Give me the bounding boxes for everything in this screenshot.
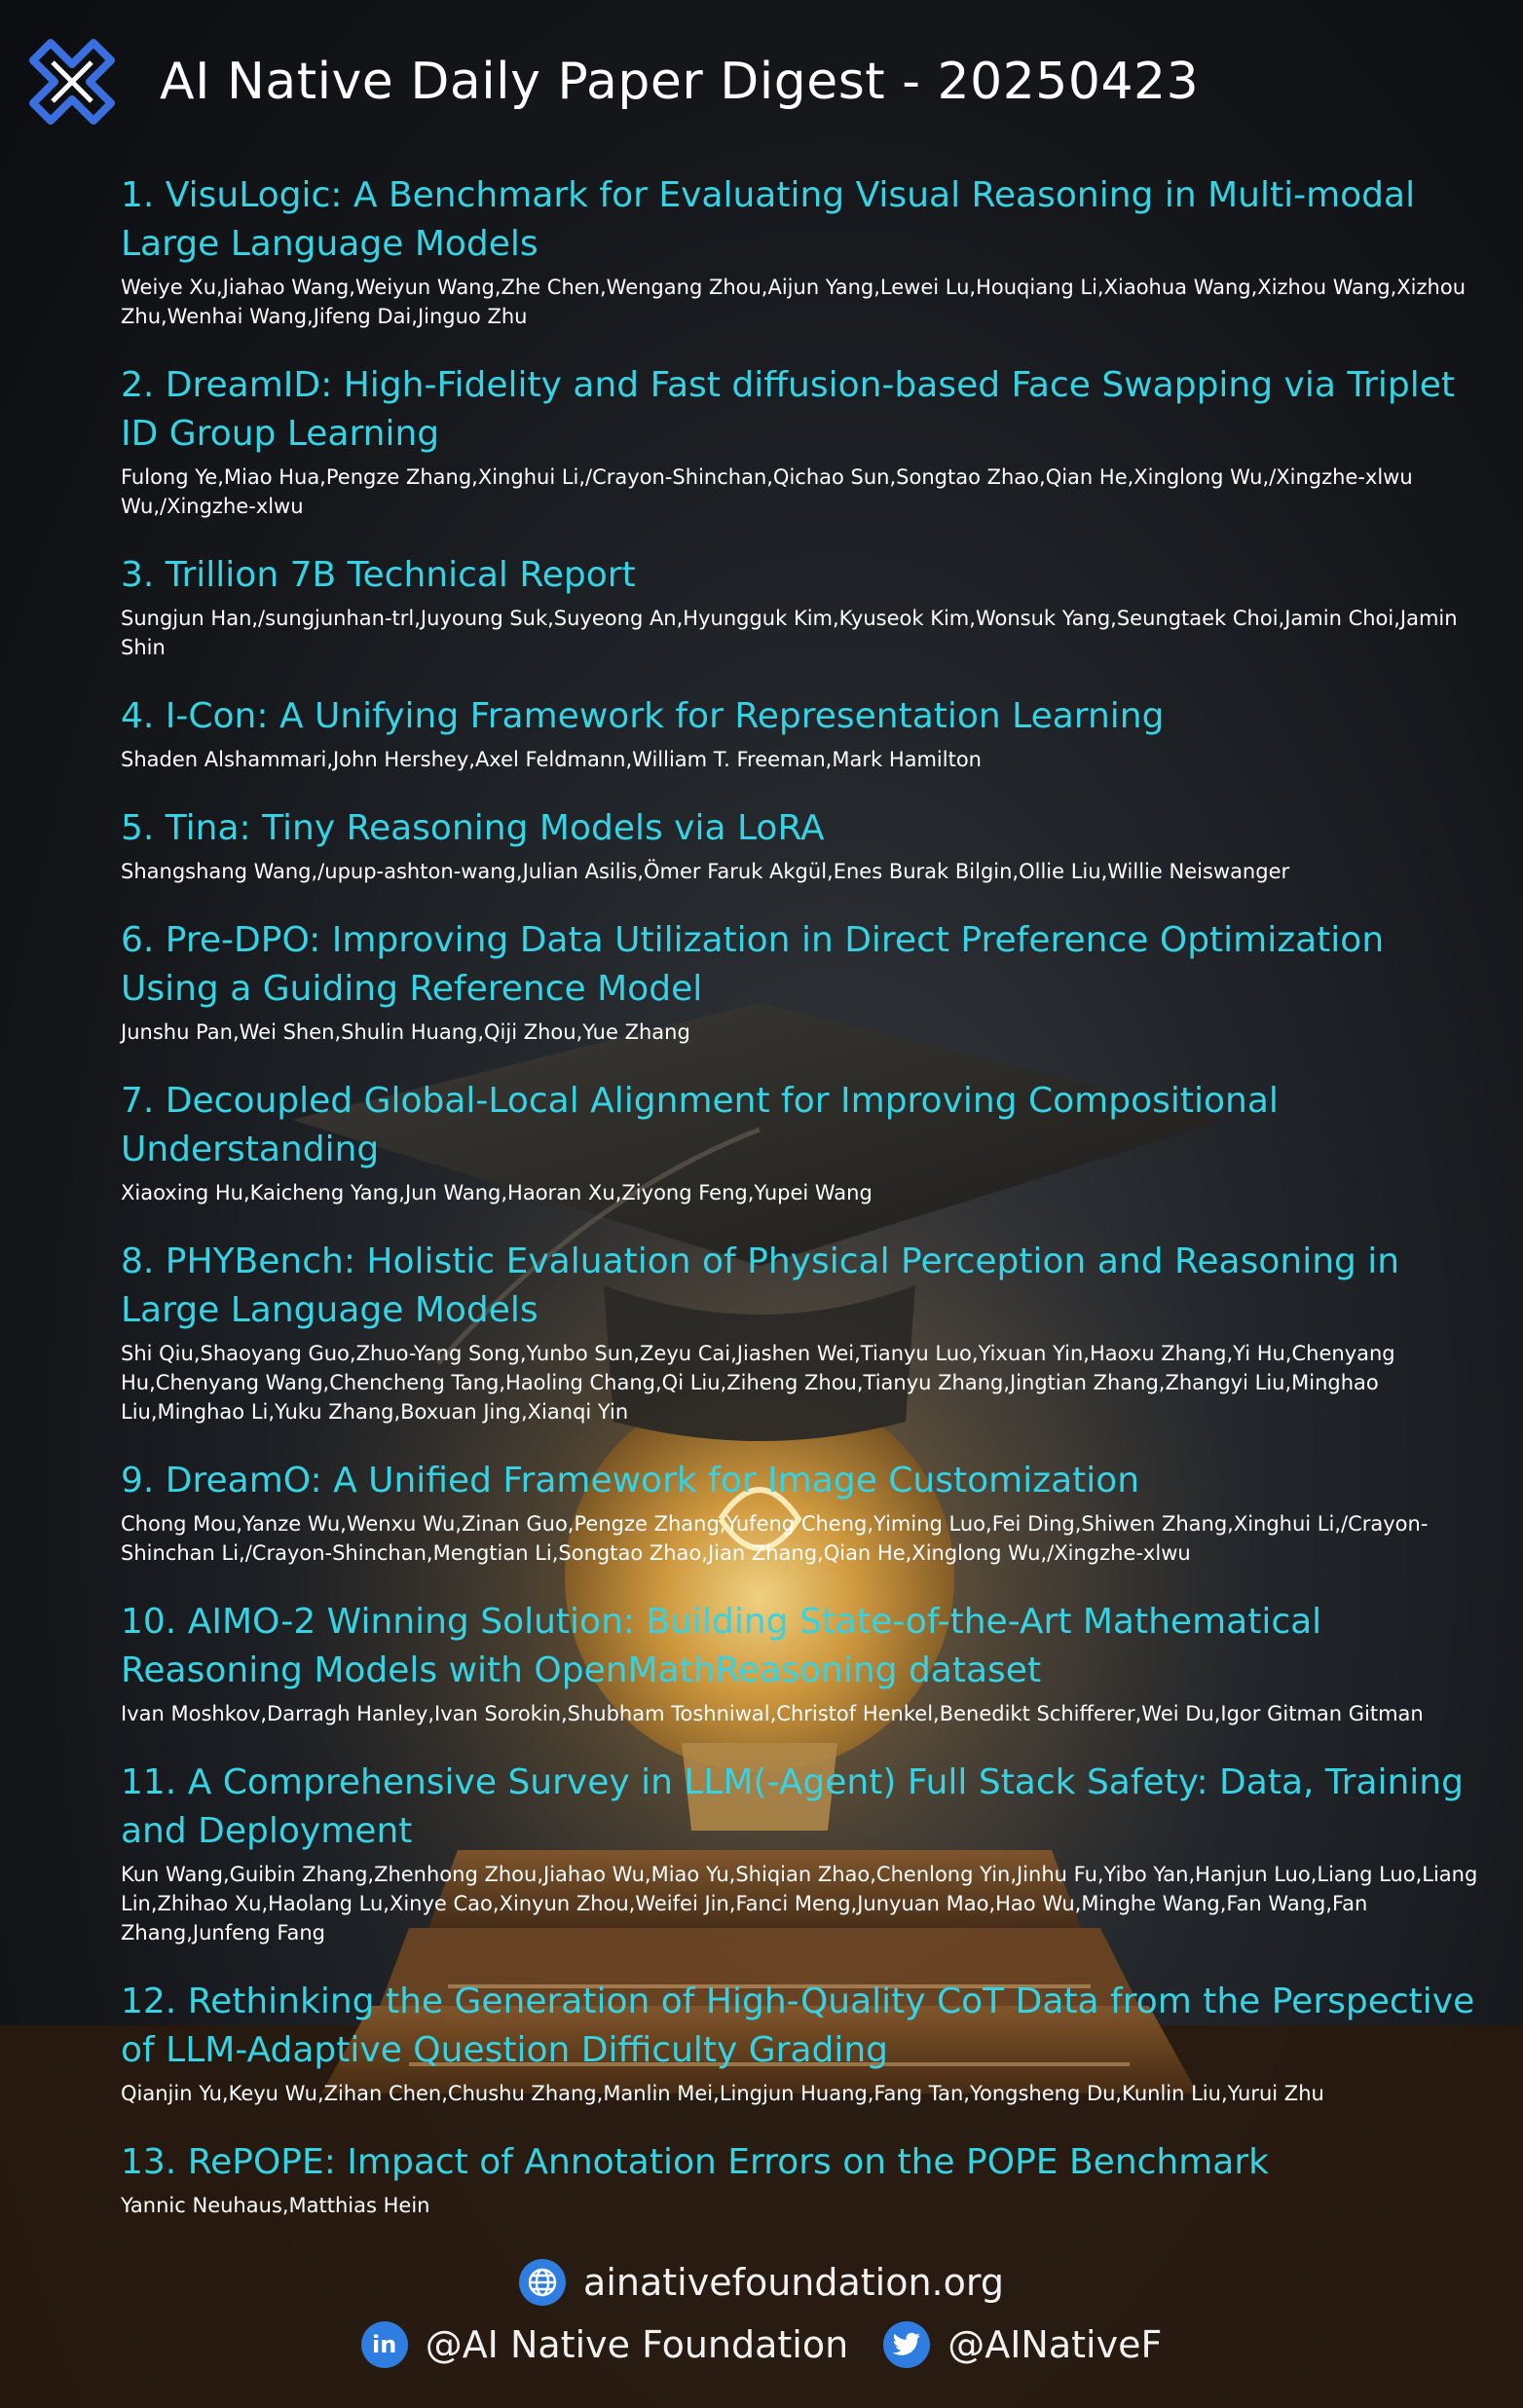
- paper-item: [121, 551, 1484, 662]
- twitter-icon: [883, 2321, 930, 2368]
- paper-title[interactable]: 3. Trillion 7B Technical Report: [121, 555, 636, 595]
- paper-item: [121, 916, 1484, 1047]
- paper-list: [121, 171, 1484, 2250]
- linkedin-icon: in: [361, 2321, 408, 2368]
- logo-icon: [23, 33, 121, 130]
- website-link[interactable]: ainativefoundation.org: [583, 2261, 1004, 2304]
- paper-item: [121, 1759, 1484, 1947]
- page-title: [160, 53, 1199, 111]
- footer: [0, 2251, 1523, 2376]
- paper-authors: Weiye Xu,Jiahao Wang,Weiyun Wang,Zhe Chen,Wengang Zhou,Aijun Yang,Lewei Lu,Houqiang Li,Xiaohua Wang,Xizhou Wang,Xizhou Zhu,Wenhai Wang,Jifeng Dai,Jinguo Zhu: [121, 276, 1467, 328]
- social-row: [0, 2314, 1523, 2376]
- title-text: AI Native Daily Paper Digest -: [160, 53, 938, 111]
- paper-item: [121, 171, 1484, 331]
- paper-authors: Fulong Ye,Miao Hua,Pengze Zhang,Xinghui Li,/Crayon-Shinchan,Qichao Sun,Songtao Zhao,Qian He,Xinglong Wu,/Xingzhe-xlwu Wu,/Xingzhe-xlwu: [121, 465, 1413, 518]
- paper-item: [121, 1598, 1484, 1728]
- paper-authors: Chong Mou,Yanze Wu,Wenxu Wu,Zinan Guo,Pengze Zhang,Yufeng Cheng,Yiming Luo,Fei Ding,Shiwen Zhang,Xinghui Li,/Crayon-Shinchan Li,/Crayon-Shinchan,Mengtian Li,Songtao Zhao,Jian Zhang,Qian He,Xinglong Wu,/Xingzhe-xlwu: [121, 1512, 1429, 1565]
- paper-authors: Shaden Alshammari,John Hershey,Axel Feldmann,William T. Freeman,Mark Hamilton: [121, 748, 982, 771]
- globe-icon: [519, 2259, 566, 2306]
- paper-authors: Shi Qiu,Shaoyang Guo,Zhuo-Yang Song,Yunbo Sun,Zeyu Cai,Jiashen Wei,Tianyu Luo,Yixuan Yin,Haoxu Zhang,Yi Hu,Chenyang Hu,Chenyang Wang,Chencheng Tang,Haoling Chang,Qi Liu,Ziheng Zhou,Tianyu Zhang,Jingtian Zhang,Zhangyi Liu,Minghao Liu,Minghao Li,Yuku Zhang,Boxuan Jing,Xianqi Yin: [121, 1342, 1395, 1424]
- paper-authors: Qianjin Yu,Keyu Wu,Zihan Chen,Chushu Zhang,Manlin Mei,Lingjun Huang,Fang Tan,Yongsheng Du,Kunlin Liu,Yurui Zhu: [121, 2082, 1324, 2105]
- linkedin-link[interactable]: @AI Native Foundation: [425, 2323, 849, 2366]
- paper-title[interactable]: 11. A Comprehensive Survey in LLM(-Agent) Full Stack Safety: Data, Training and Deployment: [121, 1762, 1464, 1851]
- paper-authors: Ivan Moshkov,Darragh Hanley,Ivan Sorokin,Shubham Toshniwal,Christof Henkel,Benedikt Schifferer,Wei Du,Igor Gitman Gitman: [121, 1702, 1424, 1725]
- paper-item: [121, 1978, 1484, 2108]
- paper-authors: Shangshang Wang,/upup-ashton-wang,Julian Asilis,Ömer Faruk Akgül,Enes Burak Bilgin,Ollie Liu,Willie Neiswanger: [121, 860, 1290, 883]
- paper-authors: Kun Wang,Guibin Zhang,Zhenhong Zhou,Jiahao Wu,Miao Yu,Shiqian Zhao,Chenlong Yin,Jinhu Fu,Yibo Yan,Hanjun Luo,Liang Luo,Liang Lin,Zhihao Xu,Haolang Lu,Xinye Cao,Xinyun Zhou,Weifei Jin,Fanci Meng,Junyuan Mao,Hao Wu,Minghe Wang,Fan Wang,Fan Zhang,Junfeng Fang: [121, 1863, 1478, 1945]
- paper-item: [121, 1457, 1484, 1568]
- digest-date: 20250423: [937, 53, 1200, 111]
- paper-title[interactable]: 4. I-Con: A Unifying Framework for Representation Learning: [121, 696, 1165, 736]
- paper-title[interactable]: 6. Pre-DPO: Improving Data Utilization in Direct Preference Optimization Using a Guiding Reference Model: [121, 920, 1385, 1009]
- twitter-link[interactable]: @AINativeF: [947, 2323, 1163, 2366]
- paper-authors: Junshu Pan,Wei Shen,Shulin Huang,Qiji Zhou,Yue Zhang: [121, 1020, 690, 1044]
- paper-authors: Yannic Neuhaus,Matthias Hein: [121, 2194, 430, 2217]
- paper-title[interactable]: 2. DreamID: High-Fidelity and Fast diffusion-based Face Swapping via Triplet ID Group Learning: [121, 365, 1455, 454]
- paper-title[interactable]: 7. Decoupled Global-Local Alignment for Improving Compositional Understanding: [121, 1081, 1279, 1169]
- paper-title[interactable]: 8. PHYBench: Holistic Evaluation of Physical Perception and Reasoning in Large Language Models: [121, 1241, 1400, 1330]
- website-row: [0, 2251, 1523, 2314]
- paper-title[interactable]: 10. AIMO-2 Winning Solution: Building State-of-the-Art Mathematical Reasoning Models with OpenMathReasoning dataset: [121, 1602, 1322, 1690]
- paper-title[interactable]: 9. DreamO: A Unified Framework for Image Customization: [121, 1461, 1140, 1500]
- paper-item: [121, 1077, 1484, 1207]
- header: [23, 31, 1199, 132]
- paper-title[interactable]: 1. VisuLogic: A Benchmark for Evaluating Visual Reasoning in Multi-modal Large Language Models: [121, 175, 1416, 264]
- paper-authors: Sungjun Han,/sungjunhan-trl,Juyoung Suk,Suyeong An,Hyungguk Kim,Kyuseok Kim,Wonsuk Yang,Seungtaek Choi,Jamin Choi,Jamin Shin: [121, 607, 1458, 659]
- paper-title[interactable]: 13. RePOPE: Impact of Annotation Errors on the POPE Benchmark: [121, 2142, 1270, 2182]
- paper-title[interactable]: 5. Tina: Tiny Reasoning Models via LoRA: [121, 808, 825, 848]
- paper-item: [121, 1238, 1484, 1426]
- paper-title[interactable]: 12. Rethinking the Generation of High-Quality CoT Data from the Perspective of LLM-Adaptive Question Difficulty Grading: [121, 1982, 1475, 2070]
- paper-item: [121, 361, 1484, 521]
- paper-item: [121, 804, 1484, 886]
- paper-item: [121, 692, 1484, 774]
- paper-authors: Xiaoxing Hu,Kaicheng Yang,Jun Wang,Haoran Xu,Ziyong Feng,Yupei Wang: [121, 1181, 873, 1204]
- paper-item: [121, 2138, 1484, 2220]
